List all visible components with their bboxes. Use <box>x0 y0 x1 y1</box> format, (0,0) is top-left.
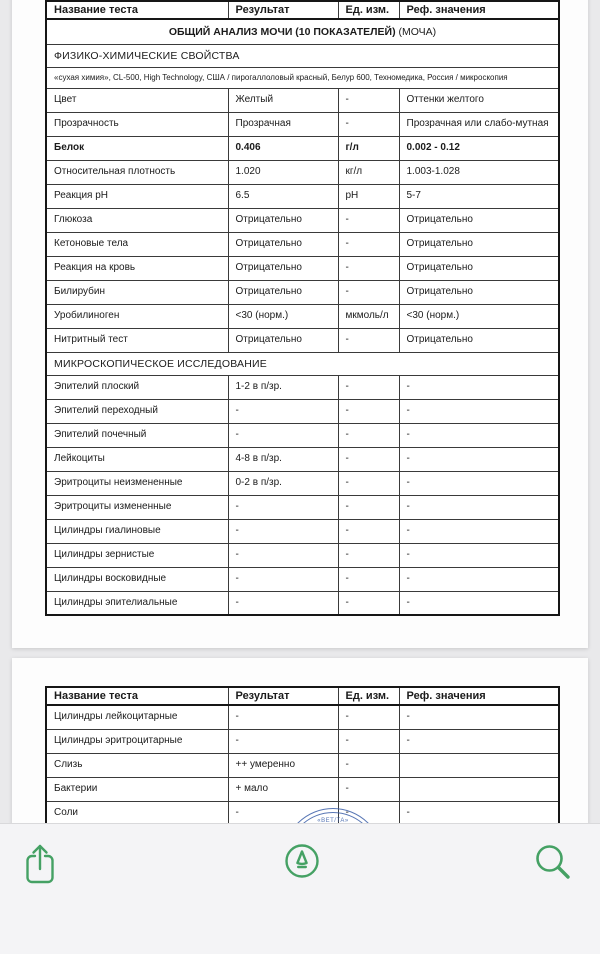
table-cell: - <box>338 471 399 495</box>
table-cell: 0.002 - 0.12 <box>399 136 559 160</box>
table-cell: Отрицательно <box>228 256 338 280</box>
lab-results-table-1 <box>45 0 560 616</box>
table-cell: - <box>228 423 338 447</box>
document-page-2 <box>12 658 588 823</box>
table-cell: Реакция на кровь <box>46 256 228 280</box>
analysis-title-material: (МОЧА) <box>398 25 437 38</box>
table-cell: - <box>338 705 399 729</box>
table-cell: - <box>399 591 559 615</box>
table-row <box>46 471 559 495</box>
table-cell: Соли <box>46 801 228 823</box>
table-cell: Отрицательно <box>399 280 559 304</box>
column-header-result: Результат <box>228 687 338 705</box>
table-row <box>46 777 559 801</box>
analysis-title-row <box>46 19 559 44</box>
analysis-title-main: ОБЩИЙ АНАЛИЗ МОЧИ (10 ПОКАЗАТЕЛЕЙ) <box>168 25 396 38</box>
table-cell: Цилиндры лейкоцитарные <box>46 705 228 729</box>
table-row <box>46 256 559 280</box>
table-cell: - <box>338 328 399 352</box>
table-cell: - <box>228 495 338 519</box>
table-cell: Прозрачная <box>228 112 338 136</box>
table-cell: - <box>399 705 559 729</box>
table-cell: <30 (норм.) <box>228 304 338 328</box>
table-cell: Глюкоза <box>46 208 228 232</box>
table-row <box>46 423 559 447</box>
table-cell: - <box>399 399 559 423</box>
table-cell: - <box>338 801 399 823</box>
method-row <box>46 67 559 88</box>
table-cell: 1.020 <box>228 160 338 184</box>
table-cell: Цилиндры эритроцитарные <box>46 729 228 753</box>
table-row <box>46 328 559 352</box>
column-header-units: Ед. изм. <box>338 1 399 19</box>
table-cell: - <box>228 567 338 591</box>
section-row-microscopy <box>46 352 559 375</box>
table-row <box>46 232 559 256</box>
search-icon <box>533 842 573 884</box>
table-cell: - <box>399 471 559 495</box>
table-row <box>46 136 559 160</box>
table-cell: - <box>228 729 338 753</box>
section-title: ФИЗИКО-ХИМИЧЕСКИЕ СВОЙСТВА <box>46 44 559 67</box>
table-row <box>46 184 559 208</box>
method-description: «сухая химия», CL-500, High Technology, США / пирогаллоловый красный, Белур 600, Техномедика, Россия / микроскопия <box>46 67 559 88</box>
table-cell: Бактерии <box>46 777 228 801</box>
table-cell: - <box>338 280 399 304</box>
table-cell: - <box>399 801 559 823</box>
table-cell: - <box>228 801 338 823</box>
table-row <box>46 208 559 232</box>
table-cell: Белок <box>46 136 228 160</box>
column-header-result: Результат <box>228 1 338 19</box>
table-cell: - <box>338 495 399 519</box>
table-cell: Эритроциты неизмененные <box>46 471 228 495</box>
table-row <box>46 304 559 328</box>
table-cell: 1.003-1.028 <box>399 160 559 184</box>
table-cell: Цилиндры гиалиновые <box>46 519 228 543</box>
document-page-1 <box>12 0 588 648</box>
column-header-test-name: Название теста <box>46 1 228 19</box>
table-cell: - <box>399 729 559 753</box>
table-row <box>46 543 559 567</box>
table-cell: <30 (норм.) <box>399 304 559 328</box>
table-cell: - <box>399 567 559 591</box>
table-cell: - <box>338 88 399 112</box>
table-cell: - <box>399 543 559 567</box>
table-cell: - <box>399 495 559 519</box>
table-cell: мкмоль/л <box>338 304 399 328</box>
table-cell: Отрицательно <box>399 328 559 352</box>
table-cell: - <box>338 777 399 801</box>
table-cell: Прозрачная или слабо-мутная <box>399 112 559 136</box>
column-header-units: Ед. изм. <box>338 687 399 705</box>
table-cell: - <box>338 729 399 753</box>
markup-button[interactable] <box>283 842 321 880</box>
table-cell: - <box>338 519 399 543</box>
table-cell: Эритроциты измененные <box>46 495 228 519</box>
table-cell <box>399 777 559 801</box>
table-cell: - <box>338 423 399 447</box>
table-cell: Уробилиноген <box>46 304 228 328</box>
table-cell: - <box>399 447 559 471</box>
table-cell: Цилиндры эпителиальные <box>46 591 228 615</box>
table-cell: 5-7 <box>399 184 559 208</box>
table-cell: - <box>338 399 399 423</box>
table-row <box>46 567 559 591</box>
table-cell: - <box>228 519 338 543</box>
table-cell: г/л <box>338 136 399 160</box>
table-cell: Цвет <box>46 88 228 112</box>
table-cell: Отрицательно <box>228 328 338 352</box>
table-cell: Отрицательно <box>399 232 559 256</box>
table-cell: - <box>338 208 399 232</box>
table-cell: кг/л <box>338 160 399 184</box>
table-cell: 0.406 <box>228 136 338 160</box>
table-cell: Отрицательно <box>228 208 338 232</box>
table-header-row <box>46 687 559 705</box>
table-cell: - <box>338 543 399 567</box>
table-cell: - <box>338 112 399 136</box>
table-cell: Отрицательно <box>399 256 559 280</box>
table-cell: Оттенки желтого <box>399 88 559 112</box>
table-cell: Прозрачность <box>46 112 228 136</box>
table-row <box>46 447 559 471</box>
table-row <box>46 705 559 729</box>
table-row <box>46 495 559 519</box>
table-cell: - <box>338 232 399 256</box>
physchem-rows <box>46 88 559 352</box>
table-cell: Реакция pH <box>46 184 228 208</box>
table-cell: - <box>338 753 399 777</box>
table-cell: 6.5 <box>228 184 338 208</box>
table-cell: Относительная плотность <box>46 160 228 184</box>
table-cell: - <box>228 705 338 729</box>
table-row <box>46 729 559 753</box>
table-cell: - <box>338 567 399 591</box>
table-cell: - <box>338 256 399 280</box>
share-button[interactable] <box>24 842 56 886</box>
table-cell: ++ умеренно <box>228 753 338 777</box>
table-row <box>46 399 559 423</box>
table-row <box>46 112 559 136</box>
column-header-reference: Реф. значения <box>399 1 559 19</box>
analysis-title <box>46 19 559 44</box>
table-cell: Билирубин <box>46 280 228 304</box>
table-cell: Цилиндры восковидные <box>46 567 228 591</box>
column-header-test-name: Название теста <box>46 687 228 705</box>
table-cell: Цилиндры зернистые <box>46 543 228 567</box>
section-row-physchem <box>46 44 559 67</box>
table-row <box>46 88 559 112</box>
table-row <box>46 375 559 399</box>
table-cell: Отрицательно <box>399 208 559 232</box>
table-cell: 0-2 в п/зр. <box>228 471 338 495</box>
table-cell: Отрицательно <box>228 280 338 304</box>
search-button[interactable] <box>533 842 573 884</box>
table-header-row <box>46 1 559 19</box>
microscopy-rows <box>46 375 559 615</box>
stamp-text: «ВЕТ/ТА» <box>317 818 349 823</box>
table-row <box>46 160 559 184</box>
table-row <box>46 753 559 777</box>
table-cell: + мало <box>228 777 338 801</box>
table-row <box>46 519 559 543</box>
table-cell: - <box>338 447 399 471</box>
table-cell: - <box>399 423 559 447</box>
share-icon <box>24 842 56 886</box>
section-title: МИКРОСКОПИЧЕСКОЕ ИССЛЕДОВАНИЕ <box>46 352 559 375</box>
table-cell: - <box>228 543 338 567</box>
table-cell: Нитритный тест <box>46 328 228 352</box>
table-cell: Эпителий плоский <box>46 375 228 399</box>
table-cell: Кетоновые тела <box>46 232 228 256</box>
column-header-reference: Реф. значения <box>399 687 559 705</box>
table-cell <box>399 753 559 777</box>
table-cell: - <box>228 591 338 615</box>
bottom-toolbar <box>0 823 600 954</box>
table-cell: - <box>228 399 338 423</box>
table-cell: 4-8 в п/зр. <box>228 447 338 471</box>
table-cell: Эпителий переходный <box>46 399 228 423</box>
table-cell: Отрицательно <box>228 232 338 256</box>
table-cell: - <box>338 375 399 399</box>
markup-pen-icon <box>283 842 321 880</box>
table-cell: - <box>338 591 399 615</box>
table-cell: - <box>399 519 559 543</box>
table-cell: 1-2 в п/зр. <box>228 375 338 399</box>
page2-rows <box>46 705 559 823</box>
table-cell: Эпителий почечный <box>46 423 228 447</box>
table-cell: pH <box>338 184 399 208</box>
table-row <box>46 591 559 615</box>
table-cell: - <box>399 375 559 399</box>
table-cell: Желтый <box>228 88 338 112</box>
table-cell: Слизь <box>46 753 228 777</box>
lab-results-table-2 <box>45 686 560 823</box>
table-row <box>46 280 559 304</box>
table-cell: Лейкоциты <box>46 447 228 471</box>
